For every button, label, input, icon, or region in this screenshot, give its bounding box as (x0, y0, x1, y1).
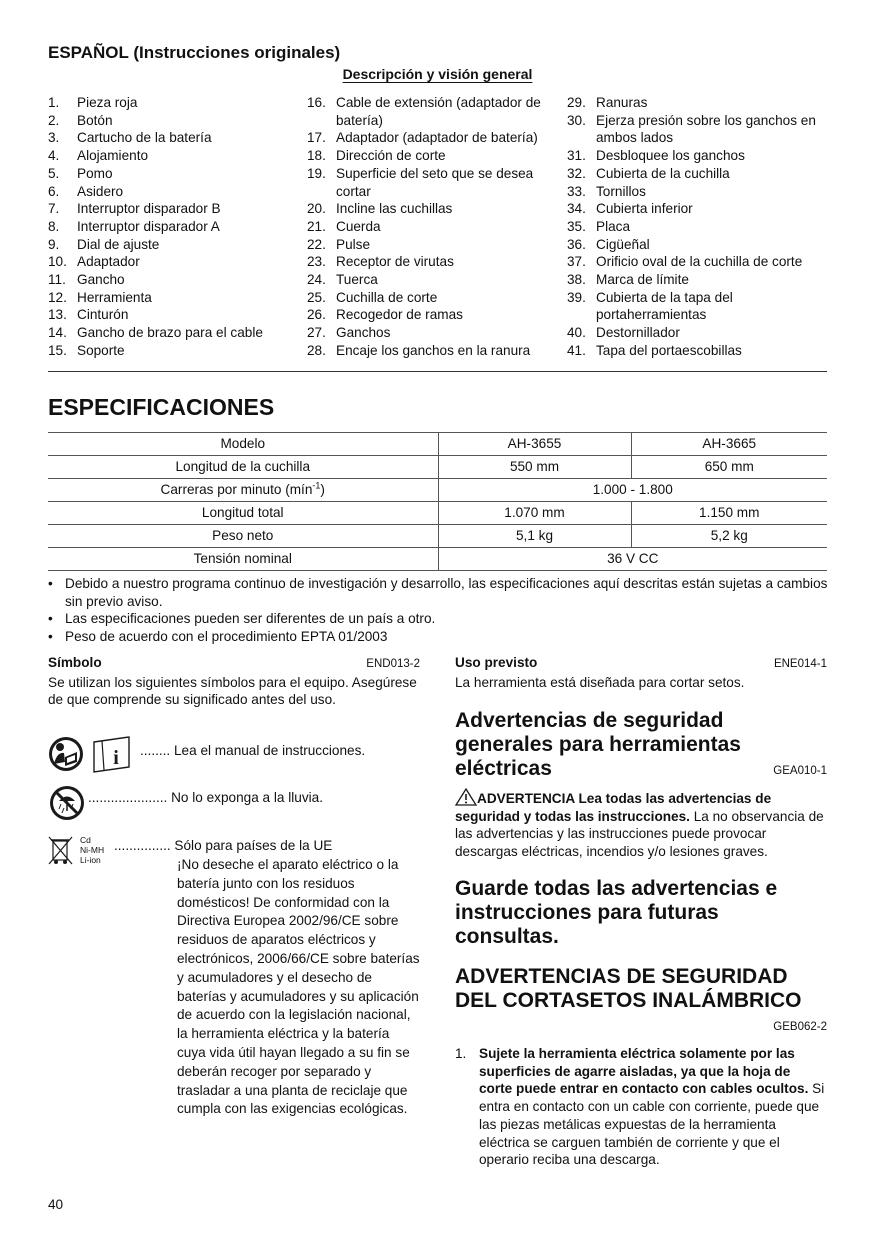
table-row (48, 433, 827, 456)
list-item (48, 324, 303, 342)
list-item-number: 29. (567, 95, 586, 110)
list-item-text: Pieza roja (77, 95, 138, 110)
intended-use-text: La herramienta está diseñada para cortar setos. (455, 674, 745, 690)
list-item-text: Interruptor disparador B (77, 201, 221, 217)
spec-value: AH-3665 (631, 433, 827, 456)
list-item (567, 324, 829, 342)
warning-icon (455, 788, 477, 806)
list-item (567, 200, 829, 218)
general-warning-paragraph (455, 788, 827, 861)
list-item (48, 342, 303, 360)
list-item-number: 25. (307, 289, 326, 305)
parts-list-col-1 (48, 94, 303, 360)
list-item-text: Cinturón (77, 307, 129, 323)
list-item-number: 3. (48, 130, 60, 146)
spec-value: 1.070 mm (438, 502, 631, 525)
list-item-number: 22. (307, 236, 326, 252)
list-item: 1. Sujete la herramienta eléctrica solamente por las superficies de agarre aisladas, ya que la hoja de corte puede entrar en contacto con cables ocultos. Si entra en contacto con un cable con corriente, puede que las piezas metálicas expuestas de la herramienta eléctrica se carguen también de corriente y que el operario reciba una descarga. (455, 1046, 825, 1168)
list-item (48, 147, 303, 165)
table-row (48, 548, 827, 571)
symbols-intro: Se utilizan los siguientes símbolos para el equipo. Asegúrese de que comprende su significado antes del uso. (48, 674, 417, 708)
list-item (48, 306, 303, 324)
safety-column (455, 654, 827, 1174)
warning-text: La no observancia de las advertencias y las instrucciones puede provocar descargas eléctricas, incendios y/o lesiones graves. (455, 808, 824, 860)
list-item (567, 112, 829, 147)
symbol-eu (48, 835, 420, 1165)
list-item-text: Dial de ajuste (77, 236, 160, 252)
list-item-number: 32. (567, 165, 586, 181)
list-item-number: 11. (48, 272, 66, 288)
list-item: • Peso de acuerdo con el procedimiento EPTA 01/2003 (48, 629, 388, 645)
svg-text:i: i (113, 747, 119, 769)
symbol-manual (48, 735, 420, 775)
general-warnings-heading: Advertencias de seguridad generales para herramientas eléctricas (455, 709, 741, 780)
list-item (567, 218, 829, 236)
list-item-number: 34. (567, 201, 586, 217)
list-item-text: Pomo (77, 165, 113, 181)
list-item-text: Cigüeñal (596, 236, 650, 252)
bin-label-liion: Li-ion (80, 855, 101, 865)
list-item-number: 18. (307, 148, 326, 164)
read-manual-icon (48, 735, 132, 773)
list-item-text: Botón (77, 112, 113, 128)
list-item-text: Soporte (77, 342, 125, 358)
list-item (567, 289, 829, 324)
list-item (307, 271, 555, 289)
symbols-section (48, 654, 420, 1174)
list-item-number: 30. (567, 112, 586, 128)
list-item (567, 271, 829, 289)
table-row (48, 502, 827, 525)
list-item (307, 129, 555, 147)
list-item (307, 147, 555, 165)
list-item-number: 1. (48, 95, 60, 110)
list-item-text: Cuerda (336, 218, 381, 234)
list-item (307, 306, 555, 324)
list-item-text: Ranuras (596, 95, 648, 110)
specifications-title: ESPECIFICACIONES (48, 394, 275, 420)
symbols-code: END013-2 (366, 658, 420, 670)
spec-label: Longitud total (48, 502, 438, 525)
list-item (48, 183, 303, 201)
list-item (48, 129, 303, 147)
section-title: Descripción y visión general (342, 66, 533, 82)
cordless-warnings-heading: ADVERTENCIAS DE SEGURIDAD DEL CORTASETOS INALÁMBRICO (455, 965, 802, 1012)
list-item-number: 33. (567, 183, 586, 199)
specifications-table (48, 432, 827, 571)
symbol-rain (48, 784, 420, 822)
list-item (48, 200, 303, 218)
list-item (567, 147, 829, 165)
spec-value: 1.150 mm (631, 502, 827, 525)
list-item-number: 7. (48, 201, 60, 217)
spec-notes (48, 575, 828, 646)
list-item-text: Desbloquee los ganchos (596, 148, 745, 164)
list-item-text: Cubierta de la tapa del portaherramientas (596, 289, 733, 323)
intended-use-code: ENE014-1 (773, 658, 827, 670)
list-item-number: 10. (48, 254, 67, 270)
item-text: Si entra en contacto con un cable con corriente, puede que las piezas metálicas expuestas de la herramienta eléctrica se carguen también de corriente y que el operario reciba una descarga. (479, 1081, 825, 1168)
symbols-heading: Símbolo (48, 655, 102, 670)
table-row (48, 525, 827, 548)
list-item-text: Encaje los ganchos en la ranura (336, 342, 531, 358)
list-item-number: 24. (307, 272, 326, 288)
list-item (48, 271, 303, 289)
eu-disposal-text: ¡No deseche el aparato eléctrico o la batería junto con los residuos domésticos! De conformidad con la Directiva Europea 2002/96/CE sobre residuos de aparatos eléctricos y electrónicos, 2006/66/CE sobre baterías y acumuladores y el desecho de baterías y acumuladores y su aplicación de acuerdo con la legislación nacional, la herramienta eléctrica y la batería cuya vida útil hayan llegado a su fin se deberán recoger por separado y trasladar a una planta de reciclaje que cumpla con las exigencias ecológicas. (177, 857, 420, 1117)
list-item-text: Orificio oval de la cuchilla de corte (596, 254, 803, 270)
spec-value: 5,2 kg (631, 525, 827, 548)
list-item-number: 8. (48, 218, 60, 234)
spec-value: 1.000 - 1.800 (438, 479, 827, 502)
list-item (307, 165, 555, 200)
list-item (307, 324, 555, 342)
spec-value: 550 mm (438, 456, 631, 479)
list-item-text: Cubierta inferior (596, 201, 693, 217)
warning-bold-text: ADVERTENCIA Lea todas las advertencias de seguridad y todas las instrucciones. (455, 791, 772, 824)
keep-warnings-heading: Guarde todas las advertencias e instrucciones para futuras consultas. (455, 877, 778, 948)
intended-use-heading: Uso previsto (455, 655, 538, 670)
list-item-number: 5. (48, 165, 60, 181)
list-item (307, 218, 555, 236)
list-item (48, 218, 303, 236)
list-item-text: Superficie del seto que se desea cortar (336, 165, 534, 199)
spec-label: Modelo (48, 433, 438, 456)
no-rain-icon (48, 784, 86, 822)
list-item-text: Interruptor disparador A (77, 218, 220, 234)
list-item-number: 21. (307, 218, 326, 234)
list-item-text: Pulse (336, 236, 371, 252)
list-item-number: 23. (307, 254, 326, 270)
list-item-number: 6. (48, 183, 60, 199)
list-item-number: 2. (48, 112, 60, 128)
list-item (307, 342, 555, 360)
list-item-text: Ganchos (336, 325, 391, 341)
page-number: 40 (48, 1197, 64, 1212)
list-item-number: 36. (567, 236, 586, 252)
list-item-text: Alojamiento (77, 148, 149, 164)
list-item-text: Recogedor de ramas (336, 307, 463, 323)
spec-value: AH-3655 (438, 433, 631, 456)
list-item-number: 16. (307, 95, 326, 110)
list-item-text: Cartucho de la batería (77, 130, 212, 146)
table-row (48, 456, 827, 479)
bin-label-cd: Cd (80, 835, 91, 845)
eu-symbol-text: ............... Sólo para países de la UE (114, 838, 333, 853)
list-item: • Debido a nuestro programa continuo de investigación y desarrollo, las especificaciones aquí descritas están sujetas a cambios sin previo aviso. (48, 576, 828, 609)
spec-value: 5,1 kg (438, 525, 631, 548)
list-item (567, 183, 829, 201)
list-item (48, 236, 303, 254)
list-item-text: Marca de límite (596, 272, 689, 288)
item-bold-text: Sujete la herramienta eléctrica solamente por las superficies de agarre aisladas, ya que la hoja de corte puede entrar en contacto con cables ocultos. (479, 1046, 809, 1097)
list-item (567, 94, 829, 112)
list-item (307, 289, 555, 307)
list-item-text: Receptor de virutas (336, 254, 454, 270)
list-item-text: Ejerza presión sobre los ganchos en ambos lados (596, 112, 816, 146)
list-item-number: 17. (307, 130, 326, 146)
list-item (567, 342, 829, 360)
cordless-warnings-code: GEB062-2 (773, 1021, 827, 1033)
cordless-warnings-block (455, 965, 827, 1033)
list-item-text: Herramienta (77, 289, 152, 305)
list-item-text: Tornillos (596, 183, 646, 199)
list-item-number: 31. (567, 148, 586, 164)
manual-symbol-text: ........ Lea el manual de instrucciones. (140, 743, 366, 758)
list-item (48, 165, 303, 183)
list-item-number: 27. (307, 325, 326, 341)
list-item (48, 289, 303, 307)
list-item-number: 9. (48, 236, 60, 252)
list-item (307, 236, 555, 254)
list-item (567, 165, 829, 183)
list-item-number: 15. (48, 342, 67, 358)
list-item-number: 19. (307, 165, 326, 181)
general-warnings-code: GEA010-1 (773, 765, 827, 777)
list-item-text: Cable de extensión (adaptador de batería) (336, 95, 541, 128)
list-item-text: Tuerca (336, 272, 378, 288)
list-item-number: 35. (567, 218, 586, 234)
list-item-number: 20. (307, 201, 326, 217)
section-divider (48, 371, 827, 372)
list-item-text: Tapa del portaescobillas (596, 342, 742, 358)
list-item-number: 39. (567, 289, 586, 305)
list-item (567, 236, 829, 254)
list-item-text: Adaptador (77, 254, 140, 270)
spec-label: Peso neto (48, 525, 438, 548)
spec-label: Carreras por minuto (mín$^{-1}$) (48, 479, 438, 502)
list-item-number: 37. (567, 254, 586, 270)
list-item-text: Placa (596, 218, 631, 234)
list-item-number: 26. (307, 307, 326, 323)
list-item (48, 253, 303, 271)
table-row (48, 479, 827, 502)
spec-label: Longitud de la cuchilla (48, 456, 438, 479)
list-item-text: Cuchilla de corte (336, 289, 438, 305)
keep-warnings-block (455, 877, 827, 949)
list-item (48, 94, 303, 112)
list-item-number: 28. (307, 342, 326, 358)
spec-value: 650 mm (631, 456, 827, 479)
list-item-text: Cubierta de la cuchilla (596, 165, 730, 181)
list-item-number: 12. (48, 289, 67, 305)
list-item (307, 200, 555, 218)
list-item-number: 41. (567, 342, 586, 358)
bin-label-nimh: Ni-MH (80, 845, 105, 855)
list-item-text: Gancho (77, 272, 125, 288)
list-item-number: 4. (48, 148, 60, 164)
general-warnings-block (455, 709, 827, 781)
list-item-number: 13. (48, 307, 67, 323)
rain-symbol-text: ..................... No lo exponga a la lluvia. (88, 790, 323, 805)
list-item-number: 40. (567, 325, 586, 341)
spec-value: 36 V CC (438, 548, 827, 571)
parts-list-col-2 (307, 94, 555, 360)
list-item-text: Asidero (77, 183, 124, 199)
list-item (567, 253, 829, 271)
list-item-text: Incline las cuchillas (336, 201, 453, 217)
list-item (48, 112, 303, 130)
list-item-text: Destornillador (596, 325, 680, 341)
list-item-text: Adaptador (adaptador de batería) (336, 130, 538, 146)
list-item-number: 14. (48, 325, 67, 341)
list-item-text: Dirección de corte (336, 148, 446, 164)
list-item-number: 38. (567, 272, 586, 288)
language-title: ESPAÑOL (Instrucciones originales) (48, 43, 341, 62)
spec-label: Tensión nominal (48, 548, 438, 571)
list-item-text: Gancho de brazo para el cable (77, 325, 263, 341)
list-item: • Las especificaciones pueden ser diferentes de un país a otro. (48, 611, 436, 627)
list-item (307, 94, 555, 129)
list-item (307, 253, 555, 271)
parts-list-col-3 (567, 94, 829, 360)
